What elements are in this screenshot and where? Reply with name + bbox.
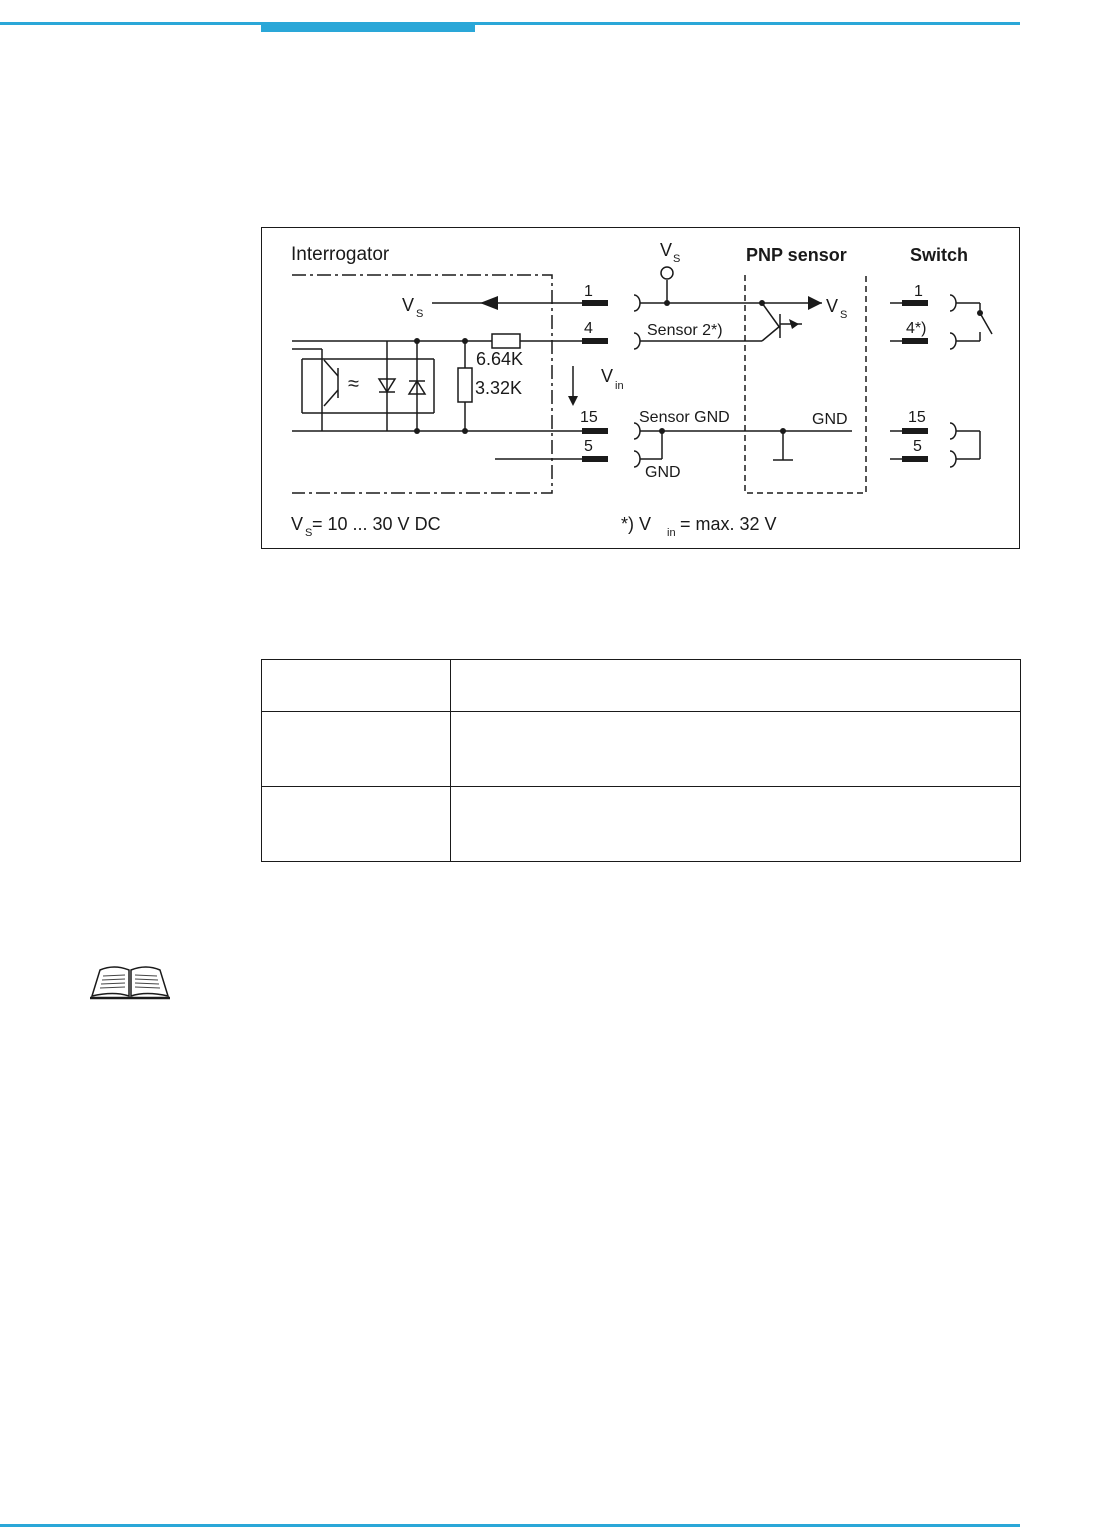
switch-title: Switch	[910, 245, 969, 265]
switch-pin-15-label: 15	[908, 409, 926, 426]
sensor2-label: Sensor 2*)	[647, 322, 723, 339]
table-row	[262, 660, 1021, 712]
vs-left-label: V	[402, 295, 415, 315]
resistor-6-64k-label: 6.64K	[476, 349, 524, 369]
switch-pin-5-label: 5	[913, 438, 922, 455]
svg-text:S: S	[416, 308, 424, 320]
table-row	[262, 712, 1021, 787]
footnote-vin-sub: in	[667, 527, 676, 539]
pnp-sensor-boundary	[745, 275, 866, 493]
pin-4-label: 4	[584, 320, 593, 337]
footnote-vin-prefix: *) V	[621, 514, 652, 534]
vs-right-label: V	[826, 296, 839, 316]
opto-light-symbol: ≈	[348, 373, 359, 395]
header-rule-tab	[261, 24, 475, 32]
signal-table	[261, 659, 1021, 862]
footnote-vs-rest: = 10 ... 30 V DC	[312, 514, 441, 534]
pnp-sensor-title: PNP sensor	[746, 245, 847, 265]
footnote-vin-rest: = max. 32 V	[680, 514, 777, 534]
switch-pin-1-label: 1	[914, 283, 923, 300]
table-cell	[451, 787, 1021, 862]
table-cell	[451, 660, 1021, 712]
table-cell	[262, 787, 451, 862]
pin-15-label: 15	[580, 409, 598, 426]
wiring-diagram	[261, 227, 1020, 549]
table-row	[262, 787, 1021, 862]
interrogator-title: Interrogator	[291, 244, 390, 265]
gnd-label: GND	[645, 464, 681, 481]
footer-rule	[0, 1524, 1020, 1527]
sensor-gnd-label: Sensor GND	[639, 409, 730, 426]
pin-bar-4	[582, 338, 608, 344]
pin-1-label: 1	[584, 283, 593, 300]
table-cell	[262, 712, 451, 787]
table-cell	[451, 712, 1021, 787]
vs-arrowhead	[480, 296, 498, 310]
footnote-vs-v: V	[291, 514, 304, 534]
vs-top-label: V	[660, 240, 673, 260]
pin-bar-5	[582, 456, 608, 462]
table-cell	[262, 660, 451, 712]
open-book-icon	[88, 962, 172, 1005]
pin-5-label: 5	[584, 438, 593, 455]
svg-text:in: in	[615, 380, 624, 392]
vin-label: V	[601, 366, 614, 386]
switch-pin-4-label: 4*)	[906, 320, 927, 337]
pin-bar-1	[582, 300, 608, 306]
svg-text:S: S	[673, 253, 681, 265]
footnote-vs-sub: S	[305, 527, 313, 539]
svg-text:S: S	[840, 309, 848, 321]
gnd-sensor-label: GND	[812, 411, 848, 428]
header-rule	[0, 22, 1020, 25]
wiring-diagram-svg	[262, 228, 1021, 550]
resistor-3-32k-label: 3.32K	[475, 378, 523, 398]
pin-bar-15	[582, 428, 608, 434]
